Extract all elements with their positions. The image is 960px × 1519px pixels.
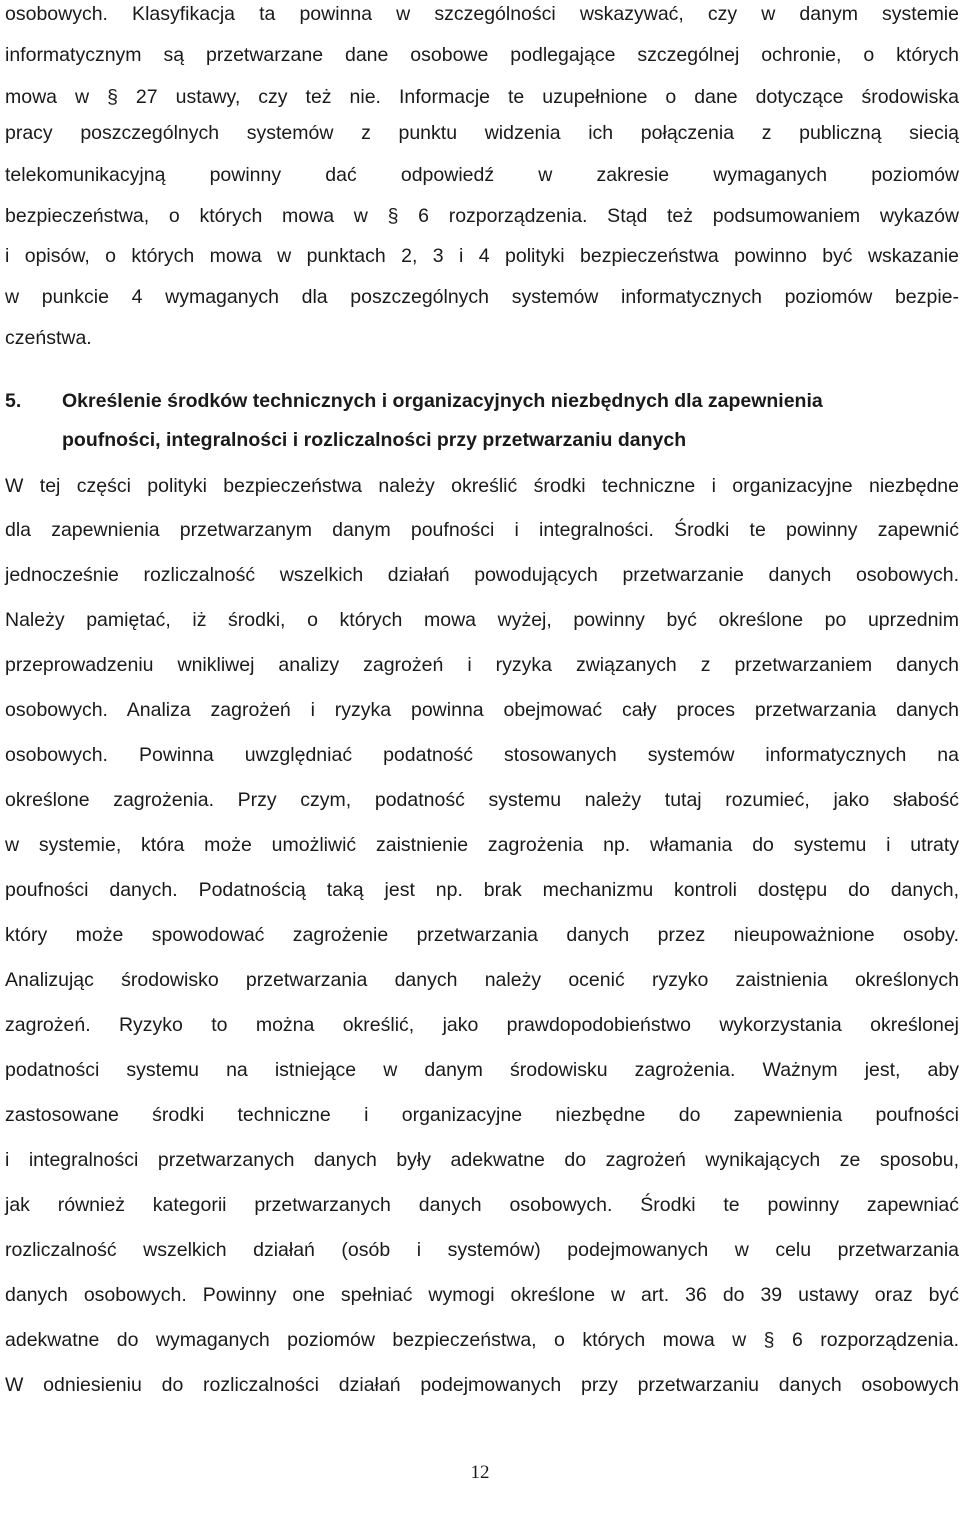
page-number: 12 (470, 1462, 490, 1483)
text-line: jak również kategorii przetwarzanych danych osobowych. Środki te powinny zapewniać (5, 1194, 959, 1216)
text-line: który może spowodować zagrożenie przetwarzania danych przez nieupoważnione osoby. (5, 924, 959, 946)
text-line: i integralności przetwarzanych danych były adekwatne do zagrożeń wynikających ze sposobu, (5, 1149, 959, 1171)
text-line: poufności danych. Podatnością taką jest np. brak mechanizmu kontroli dostępu do danych, (5, 879, 959, 901)
text-line: danych osobowych. Powinny one spełniać wymogi określone w art. 36 do 39 ustawy oraz być (5, 1284, 959, 1306)
text-line: W odniesieniu do rozliczalności działań podejmowanych przy przetwarzaniu danych osobowych (5, 1374, 959, 1396)
text-line: podatności systemu na istniejące w danym środowisku zagrożenia. Ważnym jest, aby (5, 1059, 959, 1081)
text-line: osobowych. Analiza zagrożeń i ryzyka powinna obejmować cały proces przetwarzania danych (5, 699, 959, 721)
section-number: 5. (5, 390, 22, 412)
text-line: bezpieczeństwa, o których mowa w § 6 rozporządzenia. Stąd też podsumowaniem wykazów (5, 205, 959, 227)
text-line: przeprowadzeniu wnikliwej analizy zagrożeń i ryzyka związanych z przetwarzaniem danych (5, 654, 959, 676)
text-line: jednocześnie rozliczalność wszelkich działań powodujących przetwarzanie danych osobowych. (5, 564, 959, 586)
text-line: i opisów, o których mowa w punktach 2, 3 i 4 polityki bezpieczeństwa powinno być wskazanie (5, 245, 959, 267)
text-line: czeństwa. (5, 327, 92, 349)
text-line: osobowych. Klasyfikacja ta powinna w szczególności wskazywać, czy w danym systemie (5, 3, 959, 25)
text-line: Należy pamiętać, iż środki, o których mowa wyżej, powinny być określone po uprzednim (5, 609, 959, 631)
text-line: w punkcie 4 wymaganych dla poszczególnych systemów informatycznych poziomów bezpie- (5, 286, 959, 308)
text-line: adekwatne do wymaganych poziomów bezpieczeństwa, o których mowa w § 6 rozporządzenia. (5, 1329, 959, 1351)
section-title-line: poufności, integralności i rozliczalności przy przetwarzaniu danych (62, 429, 687, 451)
text-line: mowa w § 27 ustawy, czy też nie. Informacje te uzupełnione o dane dotyczące środowiska (5, 86, 959, 108)
text-line: w systemie, która może umożliwić zaistnienie zagrożenia np. włamania do systemu i utraty (5, 834, 959, 856)
text-line: osobowych. Powinna uwzględniać podatność stosowanych systemów informatycznych na (5, 744, 959, 766)
text-line: dla zapewnienia przetwarzanym danym poufności i integralności. Środki te powinny zapewnić (5, 519, 959, 541)
text-line: pracy poszczególnych systemów z punktu widzenia ich połączenia z publiczną siecią (5, 122, 959, 144)
text-line: Analizując środowisko przetwarzania danych należy ocenić ryzyko zaistnienia określonych (5, 969, 959, 991)
section-title-line: Określenie środków technicznych i organizacyjnych niezbędnych dla zapewnienia (62, 390, 823, 412)
text-line: określone zagrożenia. Przy czym, podatność systemu należy tutaj rozumieć, jako słabość (5, 789, 959, 811)
text-line: informatycznym są przetwarzane dane osobowe podlegające szczególnej ochronie, o których (5, 44, 959, 66)
text-line: zagrożeń. Ryzyko to można określić, jako prawdopodobieństwo wykorzystania określonej (5, 1014, 959, 1036)
text-line: telekomunikacyjną powinny dać odpowiedź w zakresie wymaganych poziomów (5, 164, 959, 186)
text-line: zastosowane środki techniczne i organizacyjne niezbędne do zapewnienia poufności (5, 1104, 959, 1126)
text-line: rozliczalność wszelkich działań (osób i systemów) podejmowanych w celu przetwarzania (5, 1239, 959, 1261)
text-line: W tej części polityki bezpieczeństwa należy określić środki techniczne i organizacyjne niezbędne (5, 475, 959, 497)
